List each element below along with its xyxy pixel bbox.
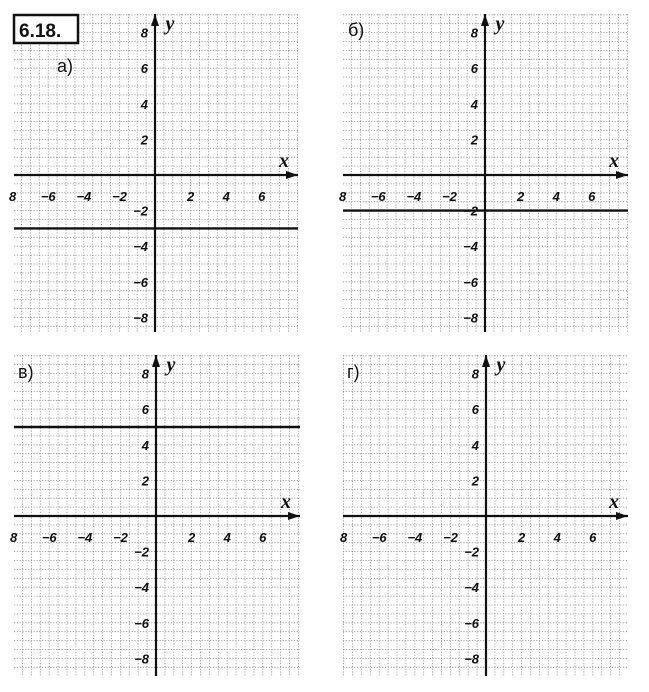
y-axis-label: y: [165, 13, 175, 35]
x-axis-arrow-icon: [286, 171, 298, 179]
panels-group: [9, 13, 628, 676]
x-tick-label: 4: [222, 189, 230, 204]
y-tick-label: −2: [463, 203, 478, 219]
x-tick-label: −2: [111, 189, 127, 204]
x-tick-label: −4: [407, 530, 423, 545]
x-axis-arrow-icon: [616, 512, 628, 520]
x-tick-label: 6: [589, 530, 597, 545]
x-axis-label: x: [281, 491, 291, 513]
x-tick-label: −6: [370, 189, 386, 204]
y-axis-label: y: [495, 13, 505, 35]
y-axis-arrow-icon: [151, 14, 159, 26]
x-tick-label: 8: [338, 189, 347, 204]
y-axis-label: y: [496, 354, 506, 376]
x-tick-label: 6: [588, 189, 596, 204]
x-tick-label: 8: [8, 189, 17, 204]
x-tick-label: 6: [258, 189, 266, 204]
x-tick-label: 2: [187, 530, 196, 545]
y-tick-label: −4: [134, 580, 149, 596]
y-tick-label: −8: [134, 651, 149, 667]
panel-label: г): [347, 362, 360, 382]
x-tick-label: 8: [9, 530, 18, 545]
y-tick-label: −2: [464, 544, 479, 560]
y-tick-label: 4: [141, 437, 149, 453]
coordinate-plane-3: [10, 354, 300, 676]
x-tick-label: 4: [223, 530, 231, 545]
y-axis-label: y: [166, 354, 176, 376]
coordinate-plane-4: [340, 354, 628, 676]
x-axis-label: x: [609, 150, 619, 172]
y-tick-label: 8: [471, 366, 479, 382]
y-tick-label: 6: [140, 61, 148, 77]
y-tick-label: 2: [470, 132, 478, 148]
coordinate-plane-1: [9, 13, 298, 332]
y-tick-label: −8: [463, 310, 478, 326]
coordinate-plane-2: [339, 13, 628, 332]
x-tick-label: 4: [552, 189, 560, 204]
panel-label: а): [57, 56, 74, 76]
y-tick-label: 4: [470, 96, 478, 112]
y-tick-label: 4: [140, 96, 148, 112]
y-tick-label: 8: [470, 25, 478, 41]
y-tick-label: −8: [133, 310, 148, 326]
x-tick-label: 2: [186, 189, 195, 204]
x-tick-label: −2: [112, 530, 128, 545]
y-tick-label: −6: [463, 274, 478, 290]
y-tick-label: −2: [133, 203, 148, 219]
x-tick-label: 8: [339, 530, 348, 545]
y-tick-label: 2: [141, 473, 149, 489]
panel-label: в): [18, 362, 34, 382]
x-tick-label: −6: [41, 530, 57, 545]
x-tick-label: −6: [371, 530, 387, 545]
x-tick-label: 2: [517, 530, 526, 545]
x-tick-label: −4: [76, 189, 92, 204]
y-tick-label: −2: [134, 544, 149, 560]
y-axis-arrow-icon: [152, 355, 160, 367]
x-axis-arrow-icon: [616, 171, 628, 179]
y-tick-label: −6: [134, 615, 149, 631]
y-tick-label: −6: [133, 274, 148, 290]
y-tick-label: 6: [470, 61, 478, 77]
x-tick-label: −2: [441, 189, 457, 204]
y-tick-label: 8: [141, 366, 149, 382]
x-tick-label: −4: [77, 530, 93, 545]
y-tick-label: 6: [141, 402, 149, 418]
y-tick-label: 2: [140, 132, 148, 148]
y-tick-label: −4: [463, 239, 478, 255]
y-axis-arrow-icon: [482, 355, 490, 367]
x-tick-label: 4: [553, 530, 561, 545]
x-axis-label: x: [279, 150, 289, 172]
x-tick-label: −2: [442, 530, 458, 545]
y-tick-label: 8: [140, 25, 148, 41]
panel-label: б): [348, 20, 365, 40]
x-tick-label: 6: [259, 530, 267, 545]
x-tick-label: −4: [406, 189, 422, 204]
y-tick-label: 2: [471, 473, 479, 489]
y-tick-label: −4: [133, 239, 148, 255]
y-tick-label: −4: [464, 580, 479, 596]
x-tick-label: −6: [40, 189, 56, 204]
y-tick-label: 6: [471, 402, 479, 418]
x-axis-arrow-icon: [288, 512, 300, 520]
problem-number: 6.18.: [19, 21, 62, 42]
x-axis-label: x: [609, 491, 619, 513]
y-tick-label: −6: [464, 615, 479, 631]
x-tick-label: 2: [516, 189, 525, 204]
y-tick-label: 4: [471, 437, 479, 453]
y-axis-arrow-icon: [481, 14, 489, 26]
y-tick-label: −8: [464, 651, 479, 667]
